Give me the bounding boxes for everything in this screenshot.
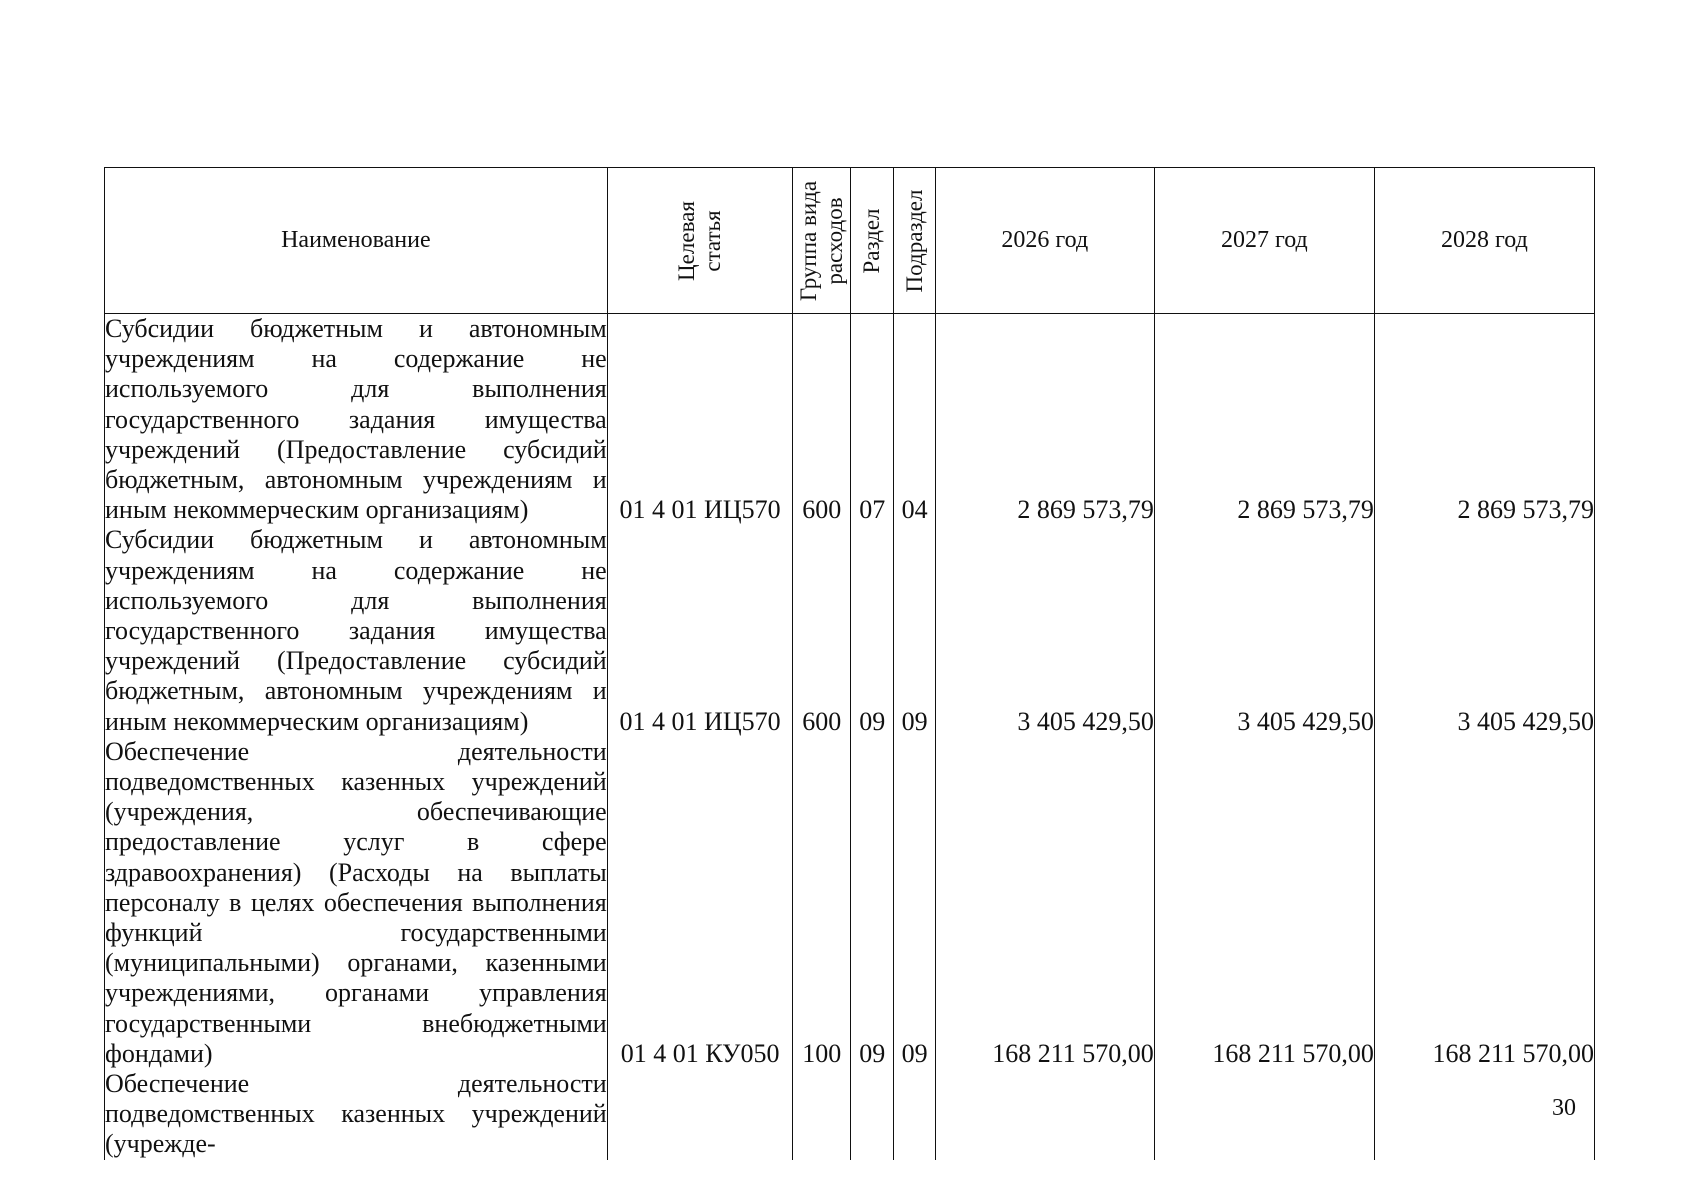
row-2027	[1154, 1069, 1374, 1160]
row-group	[793, 1069, 851, 1160]
table-header-row	[105, 168, 1595, 314]
row-name: Субсидии бюджетным и автономным учреждениям на содержание не используемого для выполнения государственного задания имущества учреждений (Предоставление субсидий бюджетным, автономным учреждениям и иным некоммерческим организациям)	[105, 525, 607, 736]
table-row	[105, 1069, 1595, 1160]
header-2027: 2027 год	[1154, 168, 1374, 314]
header-2028: 2028 год	[1374, 168, 1594, 314]
row-2027: 168 211 570,00	[1154, 737, 1374, 1069]
table-row	[105, 314, 1595, 526]
row-name: Обеспечение деятельности подведомственных казенных учреждений (учреждения, обеспечивающие предоставление услуг в сфере здравоохранения) (Расходы на выплаты персоналу в целях обеспечения выполнения функций государственными (муниципальными) органами, казенными учреждениями, органами управления государственными внебюджетными фондами)	[105, 736, 607, 1068]
header-subsection: Подраздел	[894, 168, 935, 314]
row-2028: 3 405 429,50	[1374, 525, 1594, 736]
header-group: Группа вида расходов	[793, 168, 851, 314]
row-2028: 2 869 573,79	[1374, 314, 1594, 526]
row-target: 01 4 01 ИЦ570	[607, 314, 793, 526]
row-2026: 3 405 429,50	[935, 525, 1154, 736]
header-target: Целевая статья	[607, 168, 793, 314]
row-target	[607, 1069, 793, 1160]
row-target: 01 4 01 ИЦ570	[607, 525, 793, 736]
row-target: 01 4 01 КУ050	[607, 737, 793, 1069]
row-name: Обеспечение деятельности подведомственных казенных учреждений (учрежде-	[105, 1069, 607, 1159]
header-2026: 2026 год	[935, 168, 1154, 314]
row-2026: 2 869 573,79	[935, 314, 1154, 526]
row-section	[850, 1069, 893, 1160]
row-2028: 168 211 570,00	[1374, 737, 1594, 1069]
table-row	[105, 737, 1595, 1069]
row-section: 07	[850, 314, 893, 526]
page-number: 30	[1552, 1095, 1576, 1121]
row-2026	[935, 1069, 1154, 1160]
row-group: 600	[793, 314, 851, 526]
row-2027: 2 869 573,79	[1154, 314, 1374, 526]
row-subsection: 09	[894, 525, 935, 736]
row-section: 09	[850, 737, 893, 1069]
budget-table	[104, 167, 1595, 1160]
row-name: Субсидии бюджетным и автономным учреждениям на содержание не используемого для выполнения государственного задания имущества учреждений (Предоставление субсидий бюджетным, автономным учреждениям и иным некоммерческим организациям)	[105, 314, 607, 525]
table-row	[105, 525, 1595, 736]
row-subsection	[894, 1069, 935, 1160]
header-name: Наименование	[105, 168, 608, 314]
row-2027: 3 405 429,50	[1154, 525, 1374, 736]
row-group: 100	[793, 737, 851, 1069]
row-subsection: 09	[894, 737, 935, 1069]
row-2026: 168 211 570,00	[935, 737, 1154, 1069]
row-section: 09	[850, 525, 893, 736]
row-subsection: 04	[894, 314, 935, 526]
row-group: 600	[793, 525, 851, 736]
header-section: Раздел	[850, 168, 893, 314]
